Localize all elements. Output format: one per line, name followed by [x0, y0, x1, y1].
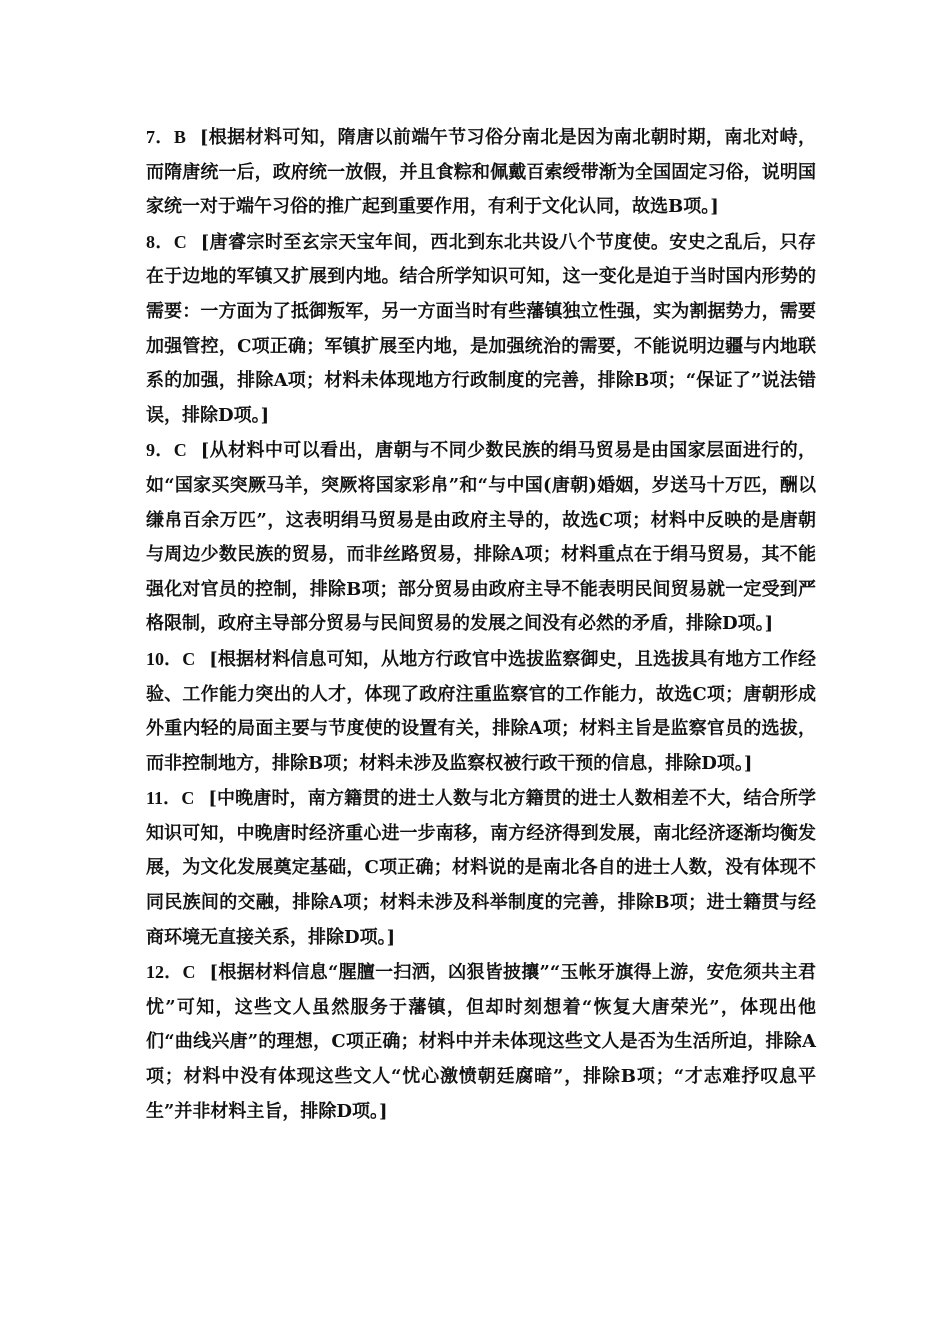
- answer-explanation: [唐睿宗时至玄宗天宝年间，西北到东北共设八个节度使。安史之乱后，只存在于边地的军镇又扩展到内地。结合所学知识可知，这一变化是迫于当时国内形势的需要：一方面为了抵御叛军，另一方面当时有些藩镇独立性强，实为割据势力，需要加强管控，C项正确；军镇扩展至内地，是加强统治的需要，不能说明边疆与内地联系的加强，排除A项；材料未体现地方行政制度的完善，排除B项；“保证了”说法错误，排除D项。]: [146, 231, 817, 426]
- answer-number: 12．C: [146, 962, 196, 983]
- answer-explanation: [根据材料信息可知，从地方行政官中选拔监察御史，且选拔具有地方工作经验、工作能力突出的人才，体现了政府注重监察官的工作能力，故选C项；唐朝形成外重内轻的局面主要与节度使的设置有关，排除A项；材料主旨是监察官员的选拔，而非控制地方，排除B项；材料未涉及监察权被行政干预的信息，排除D项。]: [146, 648, 817, 774]
- answer-number: 7．B: [146, 127, 186, 147]
- answer-number: 9．C: [146, 440, 187, 461]
- answer-explanation: [中晚唐时，南方籍贯的进士人数与北方籍贯的进士人数相差不大，结合所学知识可知，中晚唐时经济重心进一步南移，南方经济得到发展，南北经济逐渐均衡发展，为文化发展奠定基础，C项正确；材料说的是南北各自的进士人数，没有体现不同民族间的交融，排除A项；材料未涉及科举制度的完善，排除B项；进士籍贯与经商环境无直接关系，排除D项。]: [146, 788, 816, 948]
- answer-item-12: [146, 955, 816, 1129]
- answer-item-11: [146, 781, 816, 955]
- answer-explanation: [根据材料信息“腥膻一扫洒，凶狠皆披攘”“玉帐牙旗得上游，安危须共主君忧”可知，这些文人虽然服务于藩镇，但却时刻想着“恢复大唐荣光”，体现出他们“曲线兴唐”的理想，C项正确；材料中并未体现这些文人是否为生活所迫，排除A项；材料中没有体现这些文人“忧心激愤朝廷腐暗”，排除B项；“才志难抒叹息平生”并非材料主旨，排除D项。]: [146, 962, 817, 1122]
- answer-item-9: [146, 433, 816, 642]
- answer-explanation: [根据材料可知，隋唐以前端午节习俗分南北是因为南北朝时期，南北对峙，而隋唐统一后，政府统一放假，并且食粽和佩戴百索绶带渐为全国固定习俗，说明国家统一对于端午习俗的推广起到重要作用，有利于文化认同，故选B项。]: [146, 127, 816, 218]
- answer-number: 8．C: [146, 231, 187, 252]
- answer-number: 10．C: [146, 648, 196, 669]
- answer-number: 11．C: [146, 788, 195, 809]
- answer-item-10: [146, 642, 816, 781]
- answer-item-7: [146, 120, 816, 225]
- answer-item-8: [146, 225, 816, 434]
- answer-explanations: [146, 120, 816, 1129]
- answer-explanation: [从材料中可以看出，唐朝与不同少数民族的绢马贸易是由国家层面进行的，如“国家买突厥马羊，突厥将国家彩帛”和“与中国(唐朝)婚姻，岁送马十万匹，酬以缣帛百余万匹”，这表明绢马贸易是由政府主导的，故选C项；材料中反映的是唐朝与周边少数民族的贸易，而非丝路贸易，排除A项；材料重点在于绢马贸易，其不能强化对官员的控制，排除B项；部分贸易由政府主导不能表明民间贸易就一定受到严格限制，政府主导部分贸易与民间贸易的发展之间没有必然的矛盾，排除D项。]: [146, 440, 817, 635]
